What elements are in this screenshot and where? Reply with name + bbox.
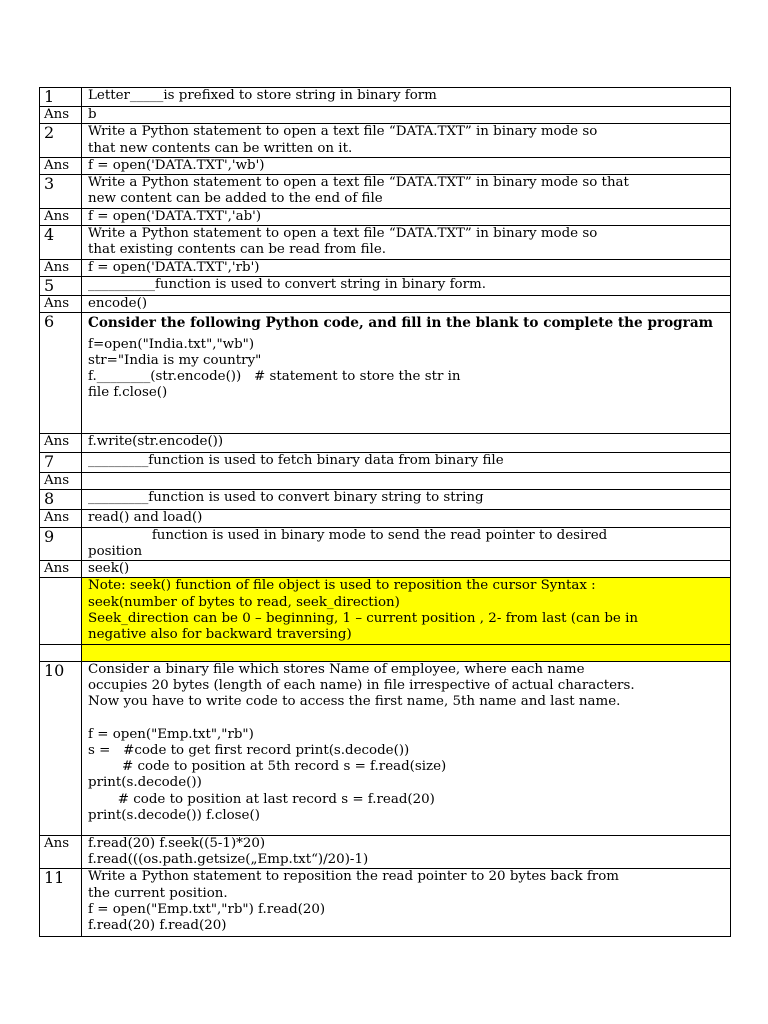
question-text: [82, 276, 731, 295]
question-number: 2: [40, 124, 82, 158]
question-row: [40, 661, 731, 835]
text-line: new content can be added to the end of file: [88, 191, 383, 207]
text-line: f.read(((os.path.getsize(„Emp.txt“)/20)-1): [88, 851, 369, 867]
text-line: f.read(20) f.read(20): [88, 918, 227, 934]
question-number: [40, 578, 82, 644]
answer-row: [40, 561, 731, 578]
text-line: str="India is my country": [88, 352, 262, 368]
answer-text: [82, 107, 731, 124]
question-heading: Consider the following Python code, and fill in the blank to complete the program: [88, 315, 714, 332]
text-line: f=open("India.txt","wb"): [88, 336, 255, 352]
answer-text: [82, 259, 731, 276]
answer-text: [82, 561, 731, 578]
answer-row: [40, 835, 731, 869]
question-number: 4: [40, 226, 82, 260]
answer-row: [40, 107, 731, 124]
question-row: [40, 453, 731, 473]
text-line: that existing contents can be read from file.: [88, 242, 387, 258]
text-line: Write a Python statement to reposition the read pointer to 20 bytes back from: [88, 869, 619, 885]
text-line: f.write(str.encode()): [88, 434, 224, 450]
text-line: __________function is used to convert string in binary form.: [88, 276, 486, 292]
text-line: file f.close(): [88, 385, 168, 401]
question-number: 5: [40, 276, 82, 295]
question-text: [82, 124, 731, 158]
answer-row: [40, 208, 731, 225]
answer-label: Ans: [40, 473, 82, 490]
question-number: 8: [40, 490, 82, 510]
question-row: [40, 490, 731, 510]
answer-row: [40, 473, 731, 490]
text-line: Consider a binary file which stores Name of employee, where each name: [88, 661, 585, 677]
table-body: [40, 88, 731, 937]
text-line: f = open("Emp.txt","rb"): [88, 726, 254, 742]
text-line: Letter_____is prefixed to store string in binary form: [88, 88, 437, 103]
question-number: 10: [40, 661, 82, 835]
text-line: f = open('DATA.TXT','ab'): [88, 208, 262, 224]
answer-label: Ans: [40, 259, 82, 276]
text-line: the current position.: [88, 885, 228, 901]
text-line: _________function is used to convert binary string to string: [88, 490, 484, 506]
answer-text: [82, 510, 731, 527]
question-text: [82, 175, 731, 209]
question-text: [82, 226, 731, 260]
question-number: 1: [40, 88, 82, 107]
note-text: [82, 578, 731, 644]
answer-row: [40, 157, 731, 174]
question-row: [40, 313, 731, 434]
answer-row: [40, 295, 731, 312]
question-number: 3: [40, 175, 82, 209]
text-line: f.read(20) f.seek((5-1)*20): [88, 835, 266, 851]
question-text: [82, 644, 731, 661]
question-row: [40, 527, 731, 561]
text-line: seek(number of bytes to read, seek_direction): [88, 594, 400, 610]
answer-text: [82, 208, 731, 225]
text-line: Write a Python statement to open a text file “DATA.TXT” in binary mode so: [88, 124, 598, 140]
answer-text: [82, 835, 731, 869]
question-text: [82, 869, 731, 937]
question-number: 11: [40, 869, 82, 937]
question-answer-table: [39, 87, 731, 937]
answer-label: Ans: [40, 107, 82, 124]
text-line: Note: seek() function of file object is used to reposition the cursor Syntax :: [88, 578, 596, 594]
text-line: encode(): [88, 295, 148, 311]
text-line: _________function is used to fetch binary data from binary file: [88, 453, 504, 469]
answer-label: Ans: [40, 561, 82, 578]
answer-text: [82, 473, 731, 490]
text-line: [88, 473, 730, 489]
answer-row: [40, 434, 731, 453]
question-number: 7: [40, 453, 82, 473]
text-line: read() and load(): [88, 510, 203, 526]
question-number: 9: [40, 527, 82, 561]
text-line: print(s.decode()): [88, 775, 202, 791]
question-row: [40, 869, 731, 937]
note-row: [40, 578, 731, 644]
text-line: occupies 20 bytes (length of each name) in file irrespective of actual characters.: [88, 677, 635, 693]
text-line: s = #code to get first record print(s.decode()): [88, 742, 410, 758]
answer-label: Ans: [40, 434, 82, 453]
answer-label: Ans: [40, 835, 82, 869]
text-line: # code to position at 5th record s = f.read(size): [88, 759, 447, 775]
text-line: f = open("Emp.txt","rb") f.read(20): [88, 901, 326, 917]
question-text: [82, 313, 731, 434]
question-text: [82, 661, 731, 835]
text-line: seek(): [88, 561, 130, 577]
answer-text: [82, 434, 731, 453]
answer-label: Ans: [40, 295, 82, 312]
text-line: # code to position at last record s = f.read(20): [88, 791, 435, 807]
text-line: function is used in binary mode to send the read pointer to desired: [88, 527, 608, 543]
text-line: Seek_direction can be 0 – beginning, 1 – current position , 2- from last (can be in: [88, 611, 638, 627]
answer-row: [40, 510, 731, 527]
question-text: [82, 88, 731, 107]
answer-label: Ans: [40, 157, 82, 174]
text-line: print(s.decode()) f.close(): [88, 808, 260, 824]
question-row: [40, 175, 731, 209]
highlight-row: [40, 644, 731, 661]
question-row: [40, 226, 731, 260]
question-row: [40, 124, 731, 158]
text-line: f = open('DATA.TXT','wb'): [88, 157, 265, 173]
text-line: [88, 711, 730, 727]
text-line: f.________(str.encode()) # statement to store the str in: [88, 369, 461, 385]
answer-label: Ans: [40, 208, 82, 225]
question-number: [40, 644, 82, 661]
question-text: [82, 527, 731, 561]
text-line: Now you have to write code to access the first name, 5th name and last name.: [88, 694, 621, 710]
text-line: negative also for backward traversing): [88, 627, 352, 643]
answer-label: Ans: [40, 510, 82, 527]
text-line: f = open('DATA.TXT','rb'): [88, 259, 260, 275]
text-line: Write a Python statement to open a text file “DATA.TXT” in binary mode so: [88, 226, 598, 242]
text-line: position: [88, 543, 143, 559]
question-number: 6: [40, 313, 82, 434]
text-line: Write a Python statement to open a text file “DATA.TXT” in binary mode so that: [88, 175, 629, 191]
question-row: [40, 88, 731, 107]
question-text: [82, 490, 731, 510]
text-line: that new contents can be written on it.: [88, 140, 353, 156]
question-row: [40, 276, 731, 295]
answer-row: [40, 259, 731, 276]
answer-text: [82, 157, 731, 174]
answer-text: [82, 295, 731, 312]
text-line: b: [88, 107, 97, 122]
question-text: [82, 453, 731, 473]
text-line: [88, 645, 730, 661]
